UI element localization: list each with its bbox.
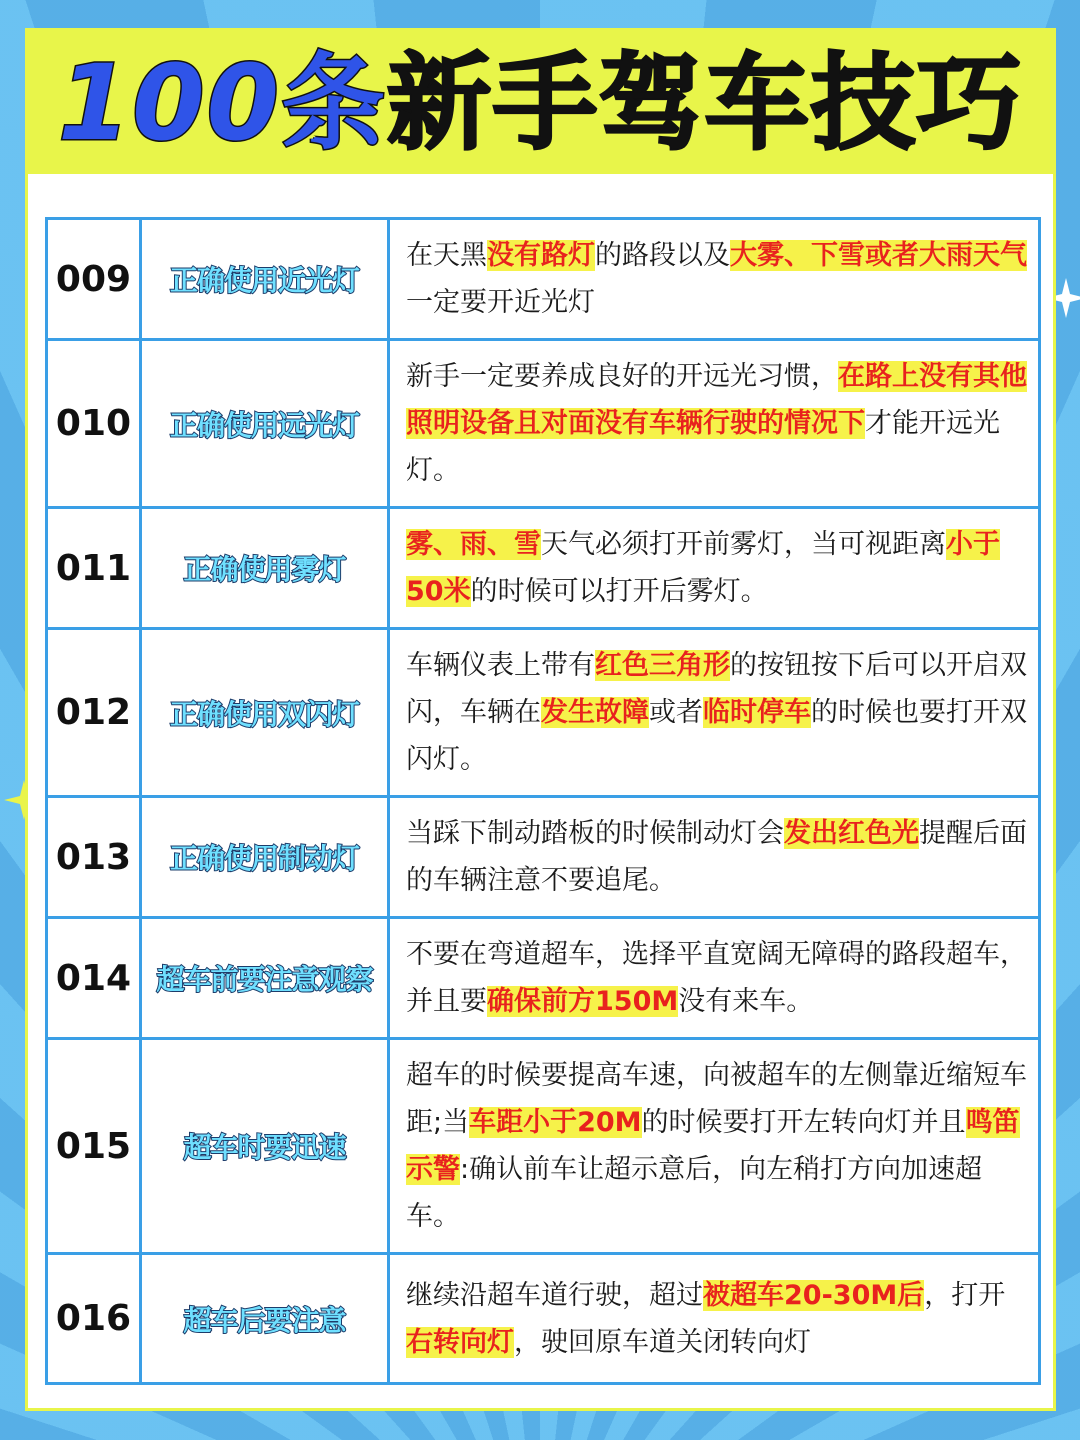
highlighted-text: 红色三角形	[595, 650, 730, 681]
table-row	[47, 1039, 1040, 1254]
tip-description	[406, 931, 1030, 1025]
tip-topic-cell	[141, 340, 389, 508]
table-row	[47, 918, 1040, 1039]
highlighted-text: 没有路灯	[487, 240, 595, 271]
tip-description-cell	[389, 340, 1040, 508]
page-title	[57, 41, 1024, 164]
title-number: 100	[57, 41, 282, 164]
tip-description-cell	[389, 1254, 1040, 1384]
highlighted-text: 临时停车	[703, 697, 811, 728]
tip-topic-cell	[141, 629, 389, 797]
tip-topic: 正确使用雾灯	[183, 553, 346, 586]
description-text: 新手一定要养成良好的开远光习惯，	[406, 361, 838, 392]
tip-number-cell	[47, 508, 141, 629]
tip-number-cell	[47, 797, 141, 918]
tip-description-cell	[389, 219, 1040, 340]
description-text: 没有来车。	[678, 986, 814, 1017]
table-row	[47, 1254, 1040, 1384]
tip-topic: 超车后要注意	[183, 1303, 346, 1337]
tip-topic-cell	[141, 219, 389, 340]
description-text: 的时候要打开左转向灯并且	[641, 1107, 966, 1138]
tip-description	[406, 1052, 1030, 1240]
tip-topic: 超车时要迅速	[183, 1131, 346, 1164]
table-row	[47, 340, 1040, 508]
description-text: 一定要开近光灯	[406, 287, 595, 318]
highlighted-text: 雾、雨、雪	[406, 529, 541, 560]
description-text: 的时候也要打开双闪灯。	[406, 697, 1027, 775]
tip-topic-cell	[141, 508, 389, 629]
table-row	[47, 797, 1040, 918]
description-text: 超车的时候要提高车速，向被超车的左侧靠近缩短车距;当	[406, 1060, 1027, 1138]
table-row	[47, 629, 1040, 797]
tip-topic: 超车前要注意观察	[156, 963, 373, 996]
highlighted-text: 被超车20-30M后	[703, 1279, 925, 1311]
tip-topic: 正确使用双闪灯	[169, 697, 359, 731]
description-text: 才能开远光灯。	[406, 408, 1000, 486]
tip-number: 010	[55, 403, 132, 444]
tip-number-cell	[47, 629, 141, 797]
tip-number-cell	[47, 340, 141, 508]
description-text: 的按钮按下后可以开启双闪，车辆在	[406, 650, 1027, 728]
highlighted-text: 小于50米	[406, 529, 1000, 607]
description-text: ，打开	[924, 1279, 1006, 1311]
tip-topic: 正确使用制动灯	[169, 842, 359, 875]
tip-number: 012	[55, 692, 132, 733]
poster-card	[25, 28, 1056, 1411]
tip-description-cell	[389, 918, 1040, 1039]
table-row	[47, 219, 1040, 340]
tip-number-cell	[47, 1039, 141, 1254]
tip-number: 016	[55, 1298, 132, 1339]
description-text: 提醒后面的车辆注意不要追尾。	[406, 818, 1027, 896]
tip-topic-cell	[141, 1254, 389, 1384]
description-text: 或者	[649, 697, 703, 728]
tip-description-cell	[389, 629, 1040, 797]
tip-description	[406, 232, 1030, 326]
tip-description-cell	[389, 508, 1040, 629]
title-banner	[28, 31, 1053, 174]
tips-table	[45, 217, 1041, 1385]
tip-number-cell	[47, 918, 141, 1039]
description-text: 不要在弯道超车，选择平直宽阔无障碍的路段超车，并且要	[406, 939, 1027, 1017]
tip-description-cell	[389, 797, 1040, 918]
highlighted-text: 发生故障	[541, 697, 649, 728]
tip-number-cell	[47, 219, 141, 340]
highlighted-text: 发出红色光	[784, 818, 919, 849]
title-text: 新手驾车技巧	[387, 41, 1024, 164]
description-text: 的时候可以打开后雾灯。	[470, 576, 768, 607]
tip-description	[406, 353, 1030, 494]
highlighted-text: 确保前方150M	[487, 986, 679, 1017]
tip-description	[406, 810, 1030, 904]
tip-topic-cell	[141, 918, 389, 1039]
tip-description	[406, 642, 1030, 783]
tip-number: 013	[55, 836, 132, 878]
tip-topic: 正确使用近光灯	[169, 264, 359, 297]
description-text: 天气必须打开前雾灯，当可视距离	[541, 529, 946, 560]
description-text: :确认前车让超示意后，向左稍打方向加速超车。	[406, 1154, 983, 1232]
highlighted-text: 大雾、下雪或者大雨天气	[730, 240, 1027, 271]
title-unit: 条	[281, 41, 388, 164]
description-text: ，驶回原车道关闭转向灯	[514, 1326, 811, 1358]
tip-topic-cell	[141, 1039, 389, 1254]
tip-number: 011	[55, 547, 132, 589]
highlighted-text: 在路上没有其他照明设备且对面没有车辆行驶的情况下	[406, 361, 1027, 439]
tip-description	[406, 521, 1030, 615]
description-text: 车辆仪表上带有	[406, 650, 595, 681]
description-text: 在天黑	[406, 240, 487, 271]
highlighted-text: 车距小于20M	[469, 1107, 642, 1138]
tip-number: 014	[55, 957, 132, 999]
tip-topic-cell	[141, 797, 389, 918]
tip-description	[406, 1272, 1030, 1366]
highlighted-text: 鸣笛示警	[406, 1107, 1020, 1185]
tip-number: 009	[55, 258, 132, 300]
description-text: 当踩下制动踏板的时候制动灯会	[406, 818, 784, 849]
tip-number-cell	[47, 1254, 141, 1384]
highlighted-text: 右转向灯	[406, 1326, 514, 1358]
table-row	[47, 508, 1040, 629]
tip-number: 015	[55, 1125, 132, 1167]
description-text: 继续沿超车道行驶，超过	[406, 1279, 703, 1311]
tip-topic: 正确使用远光灯	[169, 408, 359, 442]
description-text: 的路段以及	[595, 240, 730, 271]
tip-description-cell	[389, 1039, 1040, 1254]
